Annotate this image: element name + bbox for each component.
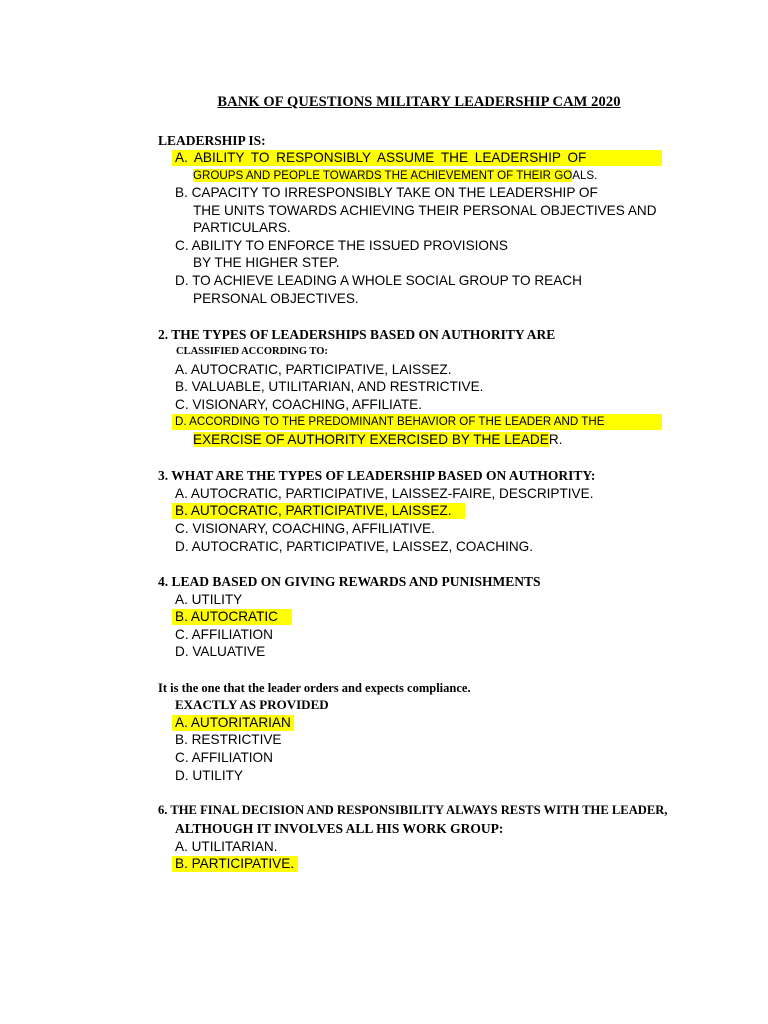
q3-option-b: B. AUTOCRATIC, PARTICIPATIVE, LAISSEZ. — [175, 503, 452, 518]
q2-option-d-line2 — [193, 432, 562, 448]
q3-option-c: C. VISIONARY, COACHING, AFFILIATIVE. — [175, 521, 435, 536]
q4-option-c: C. AFFILIATION — [175, 627, 273, 642]
question-1: LEADERSHIP IS: — [158, 133, 266, 148]
q3-option-a: A. AUTOCRATIC, PARTICIPATIVE, LAISSEZ-FAIRE, DESCRIPTIVE. — [175, 486, 594, 501]
q2-option-d-line1: D. ACCORDING TO THE PREDOMINANT BEHAVIOR OF THE LEADER AND THE — [175, 415, 605, 428]
q1-option-d-line2: PERSONAL OBJECTIVES. — [193, 291, 359, 306]
question-3: 3. WHAT ARE THE TYPES OF LEADERSHIP BASED ON AUTHORITY: — [158, 468, 596, 483]
q1-option-b-line1: B. CAPACITY TO IRRESPONSIBLY TAKE ON THE LEADERSHIP OF — [175, 185, 598, 200]
q1-option-a-line2 — [193, 168, 597, 184]
answer-highlight-text: GROUPS AND PEOPLE TOWARDS THE ACHIEVEMENT OF THEIR GO — [193, 169, 573, 182]
q2-option-b: B. VALUABLE, UTILITARIAN, AND RESTRICTIVE. — [175, 379, 484, 394]
q1-option-c-line1: C. ABILITY TO ENFORCE THE ISSUED PROVISIONS — [175, 238, 508, 253]
q1-option-a-line1: A. ABILITY TO RESPONSIBLY ASSUME THE LEADERSHIP OF — [175, 150, 587, 165]
q1-option-b-line3: PARTICULARS. — [193, 220, 291, 235]
q1-option-a-tail: ALS. — [572, 169, 598, 182]
q6-option-b: B. PARTICIPATIVE. — [175, 856, 295, 871]
q4-option-a: A. UTILITY — [175, 592, 243, 607]
q2-option-d-tail: R. — [548, 432, 563, 447]
q2-option-c: C. VISIONARY, COACHING, AFFILIATE. — [175, 397, 423, 412]
question-4: 4. LEAD BASED ON GIVING REWARDS AND PUNISHMENTS — [158, 574, 541, 589]
q6-option-a: A. UTILITARIAN. — [175, 839, 278, 854]
question-2: 2. THE TYPES OF LEADERSHIPS BASED ON AUTHORITY ARE — [158, 327, 556, 342]
q2-option-a: A. AUTOCRATIC, PARTICIPATIVE, LAISSEZ. — [175, 362, 452, 377]
question-5-continuation: EXACTLY AS PROVIDED — [175, 697, 329, 712]
answer-highlight-text: EXERCISE OF AUTHORITY EXERCISED BY THE LEADE — [193, 432, 549, 447]
q5-option-a: A. AUTORITARIAN — [175, 715, 291, 730]
question-2-continuation: CLASSIFIED ACCORDING TO: — [176, 346, 328, 357]
q3-option-d: D. AUTOCRATIC, PARTICIPATIVE, LAISSEZ, COACHING. — [175, 539, 534, 554]
question-6-continuation: ALTHOUGH IT INVOLVES ALL HIS WORK GROUP: — [175, 821, 504, 836]
q4-option-b: B. AUTOCRATIC — [175, 609, 278, 624]
q5-option-b: B. RESTRICTIVE — [175, 732, 282, 747]
q5-option-d: D. UTILITY — [175, 768, 243, 783]
q1-option-d-line1: D. TO ACHIEVE LEADING A WHOLE SOCIAL GROUP TO REACH — [175, 273, 582, 288]
q1-option-b-line2: THE UNITS TOWARDS ACHIEVING THEIR PERSONAL OBJECTIVES AND — [193, 203, 657, 218]
document-title: BANK OF QUESTIONS MILITARY LEADERSHIP CAM 2020 — [217, 94, 621, 110]
question-6: 6. THE FINAL DECISION AND RESPONSIBILITY ALWAYS RESTS WITH THE LEADER, — [158, 803, 668, 817]
q5-option-c: C. AFFILIATION — [175, 750, 273, 765]
q4-option-d: D. VALUATIVE — [175, 644, 266, 659]
q1-option-c-line2: BY THE HIGHER STEP. — [193, 255, 340, 270]
question-5: It is the one that the leader orders and expects compliance. — [158, 681, 471, 695]
